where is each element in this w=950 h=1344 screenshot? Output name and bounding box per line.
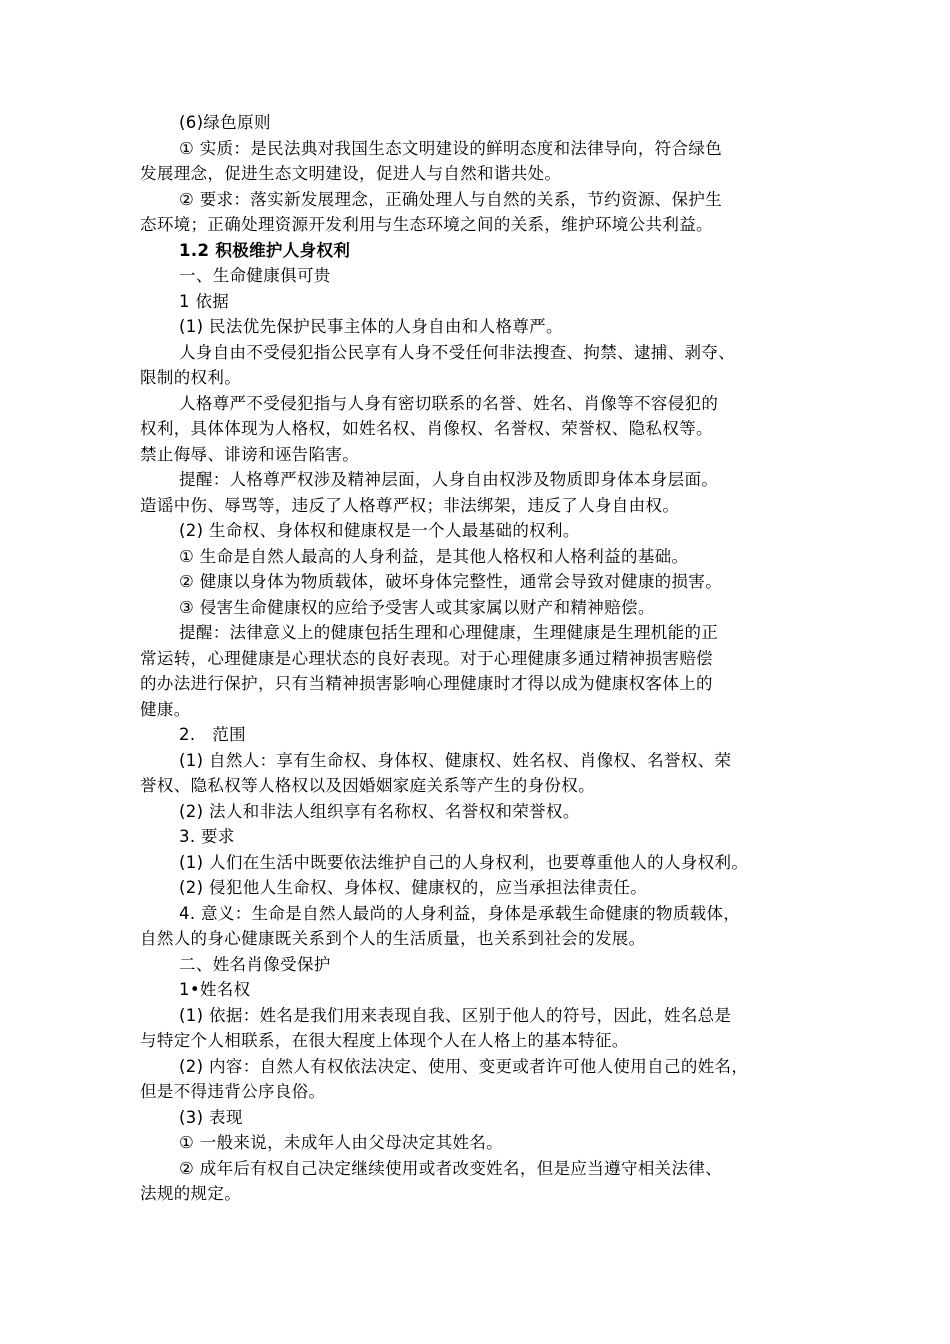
text-line: (2) 内容：自然人有权依法决定、使用、变更或者许可他人使用自己的姓名， <box>179 1056 749 1076</box>
text-line: 1•姓名权 <box>179 980 251 999</box>
text-line: 限制的权利。 <box>140 368 242 387</box>
text-line: (2) 生命权、身体权和健康权是一个人最基础的权利。 <box>179 521 580 540</box>
text-line: 造谣中伤、辱骂等，违反了人格尊严权；非法绑架，违反了人身自由权。 <box>140 495 680 515</box>
text-line: (1) 人们在生活中既要依法维护自己的人身权利，也要尊重他人的人身权利。 <box>179 852 749 872</box>
text-line: 人格尊严不受侵犯指与人身有密切联系的名誉、姓名、肖像等不容侵犯的 <box>179 393 719 413</box>
text-line: 二、姓名肖像受保护 <box>179 954 331 974</box>
text-line: ② 健康以身体为物质载体，破坏身体完整性，通常会导致对健康的损害。 <box>179 572 723 591</box>
text-line: 健康。 <box>140 699 191 719</box>
text-line: 常运转，心理健康是心理状态的良好表现。对于心理健康多通过精神损害赔偿 <box>140 648 713 668</box>
text-line: ② 要求：落实新发展理念，正确处理人与自然的关系，节约资源、保护生 <box>179 189 723 209</box>
text-line: 提醒：法律意义上的健康包括生理和心理健康，生理健康是生理机能的正 <box>179 623 719 642</box>
text-line: 自然人的身心健康既关系到个人的生活质量，也关系到社会的发展。 <box>140 929 646 948</box>
text-line: 的办法进行保护，只有当精神损害影响心理健康时才得以成为健康权客体上的 <box>140 674 713 693</box>
text-line: 一、生命健康俱可贵 <box>179 266 331 285</box>
text-line: 但是不得违背公序良俗。 <box>140 1082 326 1101</box>
text-line: 2. 范围 <box>179 725 246 744</box>
text-line: (3) 表现 <box>179 1107 243 1127</box>
text-line: 3. 要求 <box>179 827 235 846</box>
text-line: 与特定个人相联系，在很大程度上体现个人在人格上的基本特征。 <box>140 1031 629 1050</box>
text-line: (6)绿色原则 <box>179 113 271 132</box>
text-line: ② 成年后有权自己决定继续使用或者改变姓名，但是应当遵守相关法律、 <box>179 1158 723 1178</box>
text-line: (1) 自然人：享有生命权、身体权、健康权、姓名权、肖像权、名誉权、荣 <box>179 750 732 770</box>
text-line: 誉权、隐私权等人格权以及因婚姻家庭关系等产生的身份权。 <box>140 776 595 795</box>
text-line: 态环境；正确处理资源开发利用与生态环境之间的关系，维护环境公共利益。 <box>140 215 713 234</box>
text-line: 1.2 积极维护人身权利 <box>179 240 351 260</box>
text-line: 法规的规定。 <box>140 1184 242 1203</box>
document-body <box>140 110 950 1207</box>
text-line: (2) 法人和非法人组织享有名称权、名誉权和荣誉权。 <box>179 801 580 821</box>
text-line: ① 一般来说，未成年人由父母决定其姓名。 <box>179 1133 504 1152</box>
text-line: ③ 侵害生命健康权的应给予受害人或其家属以财产和精神赔偿。 <box>179 597 655 617</box>
text-line: 权利，具体体现为人格权，如姓名权、肖像权、名誉权、荣誉权、隐私权等。 <box>140 419 713 438</box>
text-line: 发展理念，促进生态文明建设，促进人与自然和谐共处。 <box>140 164 562 183</box>
text-line: (1) 民法优先保护民事主体的人身自由和人格尊严。 <box>179 317 563 336</box>
text-line: 4. 意义：生命是自然人最尚的人身利益，身体是承载生命健康的物质载体， <box>179 903 741 923</box>
text-line: ① 生命是自然人最高的人身利益，是其他人格权和人格利益的基础。 <box>179 546 689 566</box>
text-line: (1) 依据：姓名是我们用来表现自我、区别于他人的符号，因此，姓名总是 <box>179 1005 732 1025</box>
text-line: 提醒：人格尊严权涉及精神层面，人身自由权涉及物质即身体本身层面。 <box>179 470 719 489</box>
text-line: 人身自由不受侵犯指公民享有人身不受任何非法搜查、拘禁、逮捕、剥夺、 <box>179 342 736 362</box>
text-line: (2) 侵犯他人生命权、身体权、健康权的，应当承担法律责任。 <box>179 878 648 897</box>
text-line: 1 依据 <box>179 291 230 311</box>
text-line: ① 实质：是民法典对我国生态文明建设的鲜明态度和法律导向，符合绿色 <box>179 138 723 158</box>
text-line: 禁止侮辱、诽谤和诬告陷害。 <box>140 444 360 464</box>
